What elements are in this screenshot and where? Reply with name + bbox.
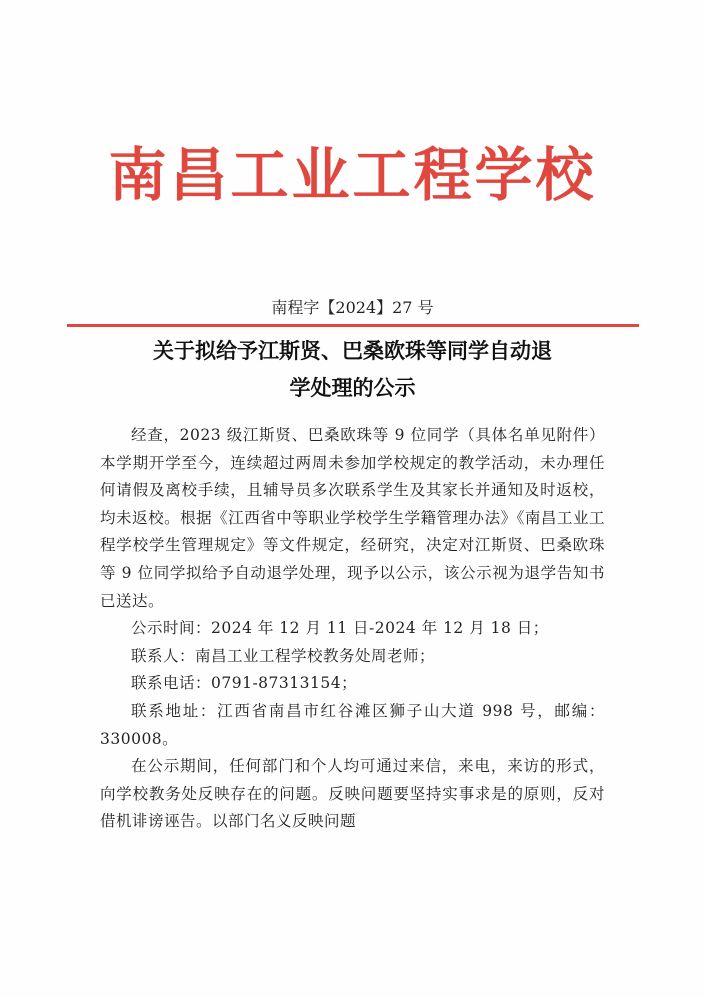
- contact-address: 联系地址：江西省南昌市红谷滩区狮子山大道 998 号，邮编：330008。: [100, 701, 605, 748]
- notice-period: 公示时间：2024 年 12 月 11 日-2024 年 12 月 18 日；: [131, 619, 549, 638]
- org-title: 南昌工业工程学校: [108, 141, 597, 209]
- body-paragraph-2: 在公示期间，任何部门和个人均可通过来信，来电，来访的形式，向学校教务处反映存在的问题。反映问题要坚持实事求是的原则，反对借机诽谤诬告。以部门名义反映问题: [100, 757, 605, 831]
- document-body: [100, 422, 605, 836]
- doc-number: 南程字【2024】27 号: [271, 298, 434, 317]
- body-paragraph-1: 经查，2023 级江斯贤、巴桑欧珠等 9 位同学（具体名单见附件）本学期开学至今，连续超过两周未参加学校规定的教学活动，未办理任何请假及离校手续，且辅导员多次联系学生及其家长并通知及时返校，均未返校。根据《江西省中等职业学校学生学籍管理办法》《南昌工业工程学校学生管理规定》等文件规定，经研究，决定对江斯贤、巴桑欧珠等 9 位同学拟给予自动退学处理，现予以公示，该公示视为退学告知书已送达。: [100, 426, 605, 610]
- doc-title-line-1: 关于拟给予江斯贤、巴桑欧珠等同学自动退: [153, 339, 552, 363]
- doc-title: [70, 333, 635, 407]
- doc-title-line-2: 学处理的公示: [289, 376, 416, 400]
- contact-person: 联系人：南昌工业工程学校教务处周老师；: [131, 646, 436, 665]
- red-separator-rule: [67, 324, 639, 327]
- contact-phone: 联系电话：0791-87313154；: [131, 674, 358, 693]
